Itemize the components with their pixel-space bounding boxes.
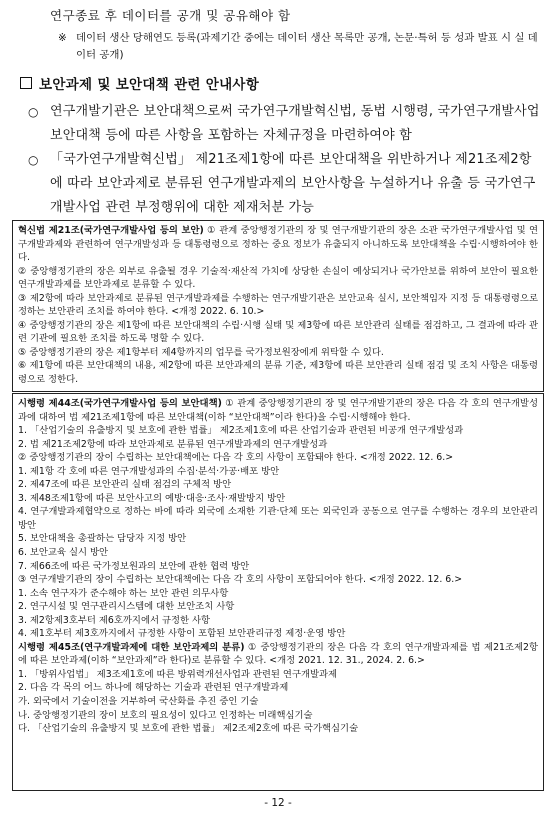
law-paragraph: 4. 연구개발과제협약으로 정하는 바에 따라 외국에 소재한 기관·단체 또는 외국인과 공동으로 연구를 수행하는 경우의 보안관리 방안	[18, 506, 538, 531]
law-paragraph: 3. 제48조제1항에 따른 보안사고의 예방·대응·조사·재발방지 방안	[18, 492, 286, 504]
law-paragraph: ③ 제2항에 따라 보안과제로 분류된 연구개발과제를 수행하는 연구개발기관은 보안교육 실시, 보안책임자 지정 등 대통령령으로 정하는 보안관리 조치를 하여야 한다. <개정 2022. 6. 10.>	[18, 292, 538, 318]
law-article-heading: 시행령 제44조(국가연구개발사업 등의 보안대책)	[18, 398, 222, 409]
law-paragraph: 가. 외국에서 기술이전을 거부하여 국산화를 추진 중인 기술	[18, 696, 259, 708]
law-paragraph: 2. 다음 각 목의 어느 하나에 해당하는 기술과 관련된 연구개발과제	[18, 682, 289, 694]
law-paragraph	[18, 641, 538, 668]
page-number: - 12 -	[264, 797, 292, 809]
law-paragraph	[18, 224, 538, 265]
note-marker: ※	[58, 32, 67, 44]
continuation-line: 연구종료 후 데이터를 공개 및 공유해야 함	[50, 8, 291, 23]
law-excerpt-box-innovation-act	[12, 220, 544, 392]
checkbox-square-icon	[20, 77, 32, 89]
reference-note	[58, 30, 538, 64]
law-paragraph: 2. 연구시설 및 연구관리시스템에 대한 보안조치 사항	[18, 601, 235, 613]
circle-bullet-icon: ○	[28, 153, 39, 167]
law-paragraph: ③ 연구개발기관의 장이 수립하는 보안대책에는 다음 각 호의 사항이 포함되어야 한다. <개정 2022. 12. 6.>	[18, 574, 463, 586]
note-text: 데이터 생산 당해연도 등록(과제기간 중에는 데이터 생산 목록만 공개, 논문·특허 등 성과 발표 시 실 데이터 공개)	[76, 32, 538, 61]
law-paragraph: 6. 보안교육 실시 방안	[18, 547, 109, 559]
law-paragraph: 7. 제66조에 따른 국가정보원과의 보안에 관한 협력 방안	[18, 560, 250, 572]
law-clause: ① 관계 중앙행정기관의 장 및 연구개발기관의 장은 다음 각 호의 연구개발성과에 대하여 법 제21조제1항에 따른 보안대책(이하 “보안대책”이라 한다)을 수립·시행해야 한다.	[18, 398, 538, 423]
bullet-text: 연구개발기관은 보안대책으로써 국가연구개발혁신법, 동법 시행령, 국가연구개발사업 보안대책 등에 따른 사항을 포함하는 자체규정을 마련하여야 함	[50, 104, 540, 143]
law-paragraph: ② 중앙행정기관의 장은 외부로 유출될 경우 기술적·재산적 가치에 상당한 손실이 예상되거나 국가안보를 위하여 보안이 필요한 연구개발과제를 보안과제로 분류할 수 있다.	[18, 265, 538, 291]
bullet-item	[28, 148, 540, 220]
law-clause: ① 중앙행정기관의 장은 다음 각 호의 연구개발과제를 법 제21조제2항에 따른 보안과제(이하 “보안과제”라 한다)로 분류할 수 있다. <개정 2021. 12. 31., 2024. 2. 6.>	[18, 641, 538, 667]
law-clause: ① 관계 중앙행정기관의 장 및 연구개발기관의 장은 소관 국가연구개발사업 및 연구개발과제와 관련하여 연구개발성과 등 대통령령으로 정하는 중요 정보가 유출되지 아니하도록 보안대책을 수립·시행하여야 한다.	[18, 225, 538, 264]
law-paragraph: 5. 보안대책을 총괄하는 담당자 지정 방안	[18, 533, 187, 545]
law-paragraph: 3. 제2항제3호부터 제6호까지에서 규정한 사항	[18, 614, 211, 626]
law-paragraph: 1. 제1항 각 호에 따른 연구개발성과의 수집·분석·가공·배포 방안	[18, 465, 280, 477]
law-paragraph: 1. 「산업기술의 유출방지 및 보호에 관한 법률」 제2조제1호에 따른 산업기술과 관련된 비공개 연구개발성과	[18, 425, 464, 437]
law-article-heading: 시행령 제45조(연구개발과제에 대한 보안과제의 분류)	[18, 641, 245, 653]
bullet-text: 「국가연구개발혁신법」 제21조제1항에 따른 보안대책을 위반하거나 제21조제2항에 따라 보안과제로 분류된 연구개발과제의 보안사항을 누설하거나 유출 등 국가연구개발사업 관련 부정행위에 대한 제재처분 가능	[50, 152, 536, 215]
law-excerpt-box-enforcement-decree	[12, 393, 544, 791]
section-heading	[20, 73, 259, 93]
section-title: 보안과제 및 보안대책 관련 안내사항	[39, 77, 260, 93]
law-paragraph: 4. 제1호부터 제3호까지에서 규정한 사항이 포함된 보안관리규정 제정·운영 방안	[18, 628, 346, 640]
law-paragraph: 1. 「방위사업법」 제3조제1호에 따른 방위력개선사업과 관련된 연구개발과제	[18, 668, 338, 680]
law-paragraph: 나. 중앙행정기관의 장이 보호의 필요성이 있다고 인정하는 미래핵심기술	[18, 709, 313, 721]
circle-bullet-icon: ○	[28, 105, 39, 119]
law-paragraph: 1. 소속 연구자가 준수해야 하는 보안 관련 의무사항	[18, 587, 229, 599]
law-paragraph: 2. 제47조에 따른 보안관리 실태 점검의 구체적 방안	[18, 479, 232, 491]
law-paragraph: ② 중앙행정기관의 장이 수립하는 보안대책에는 다음 각 호의 사항이 포함돼야 한다. <개정 2022. 12. 6.>	[18, 452, 454, 464]
law-paragraph: 다. 「산업기술의 유출방지 및 보호에 관한 법률」 제2조제2호에 따른 국가핵심기술	[18, 723, 359, 735]
law-paragraph: ④ 중앙행정기관의 장은 제1항에 따른 보안대책의 수립·시행 실태 및 제3항에 따른 보안관리 실태를 점검하고, 그 결과에 따라 관련 기관에 필요한 조치를 하도록 명할 수 있다.	[18, 319, 538, 345]
law-paragraph: ⑤ 중앙행정기관의 장은 제1항부터 제4항까지의 업무를 국가정보원장에게 위탁할 수 있다.	[18, 346, 384, 358]
law-paragraph: 2. 법 제21조제2항에 따라 보안과제로 분류된 연구개발과제의 연구개발성과	[18, 438, 328, 450]
law-paragraph	[18, 397, 538, 424]
law-article-heading: 혁신법 제21조(국가연구개발사업 등의 보안)	[18, 225, 204, 236]
law-paragraph: ⑥ 제1항에 따른 보안대책의 내용, 제2항에 따른 보안과제의 분류 기준, 제3항에 따른 보안관리 실태 점검 및 조치 사항은 대통령령으로 정한다.	[18, 360, 538, 386]
bullet-item	[28, 100, 540, 148]
